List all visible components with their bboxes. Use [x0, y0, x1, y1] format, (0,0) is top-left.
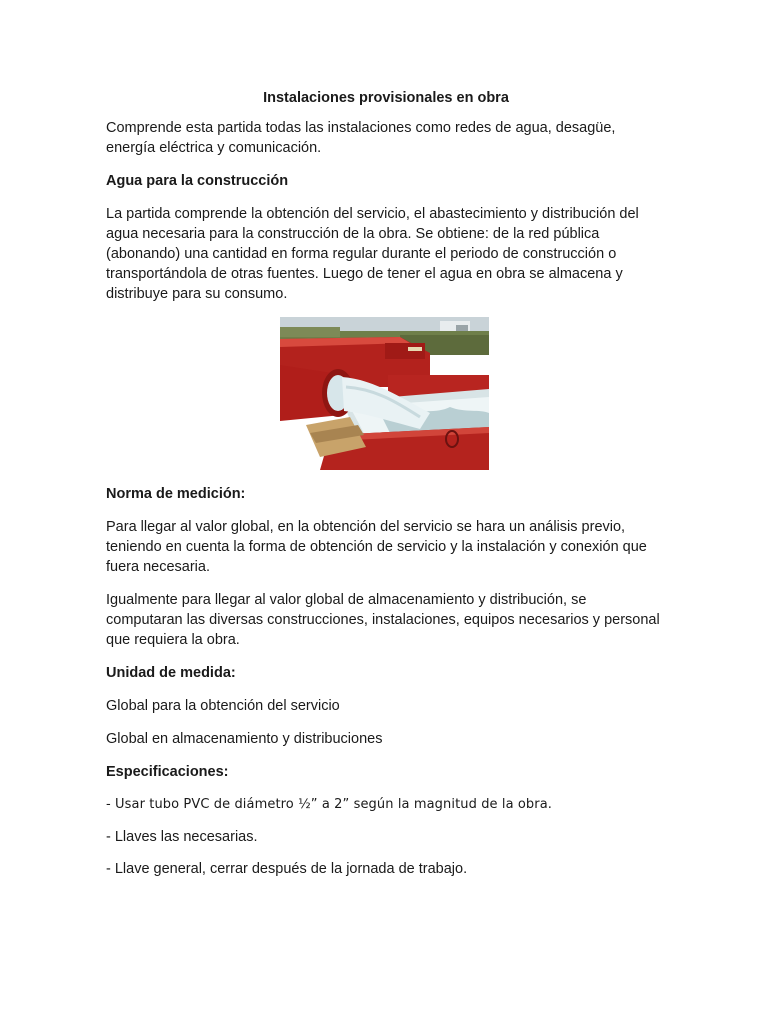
spec-item-2: - Llaves las necesarias. — [106, 829, 258, 845]
norma-paragraph-1: Para llegar al valor global, en la obtención del servicio se hara un análisis previo, teniendo en cuenta la forma de obtención de servicio y la instalación y conexión que fuera necesaria. — [106, 519, 647, 575]
heading-unidad: Unidad de medida: — [106, 665, 236, 681]
heading-agua: Agua para la construcción — [106, 173, 289, 189]
intro-paragraph: Comprende esta partida todas las instalaciones como redes de agua, desagüe, energía eléctrica y comunicación. — [106, 120, 616, 156]
heading-especificaciones: Especificaciones: — [106, 764, 229, 780]
unidad-item-1: Global para la obtención del servicio — [106, 698, 340, 714]
spec-item-1: - Usar tubo PVC de diámetro ½” a 2” según la magnitud de la obra. — [106, 797, 553, 812]
norma-paragraph-2: Igualmente para llegar al valor global de almacenamiento y distribución, se computaran las diversas construcciones, instalaciones, equipos necesarios y personal que requiera la obra. — [106, 592, 660, 648]
water-pump-photo — [280, 317, 489, 470]
heading-norma: Norma de medición: — [106, 486, 246, 502]
document-page — [106, 88, 666, 891]
document-title: Instalaciones provisionales en obra — [263, 90, 509, 106]
spec-item-3: - Llave general, cerrar después de la jornada de trabajo. — [106, 861, 468, 877]
agua-paragraph: La partida comprende la obtención del servicio, el abastecimiento y distribución del agua necesaria para la construcción de la obra. Se obtiene: de la red pública (abonando) una cantidad en forma regular durante el periodo de construcción o transportándola de otras fuentes. Luego de tener el agua en obra se almacena y distribuye para su consumo. — [106, 206, 639, 302]
unidad-item-2: Global en almacenamiento y distribuciones — [106, 731, 383, 747]
